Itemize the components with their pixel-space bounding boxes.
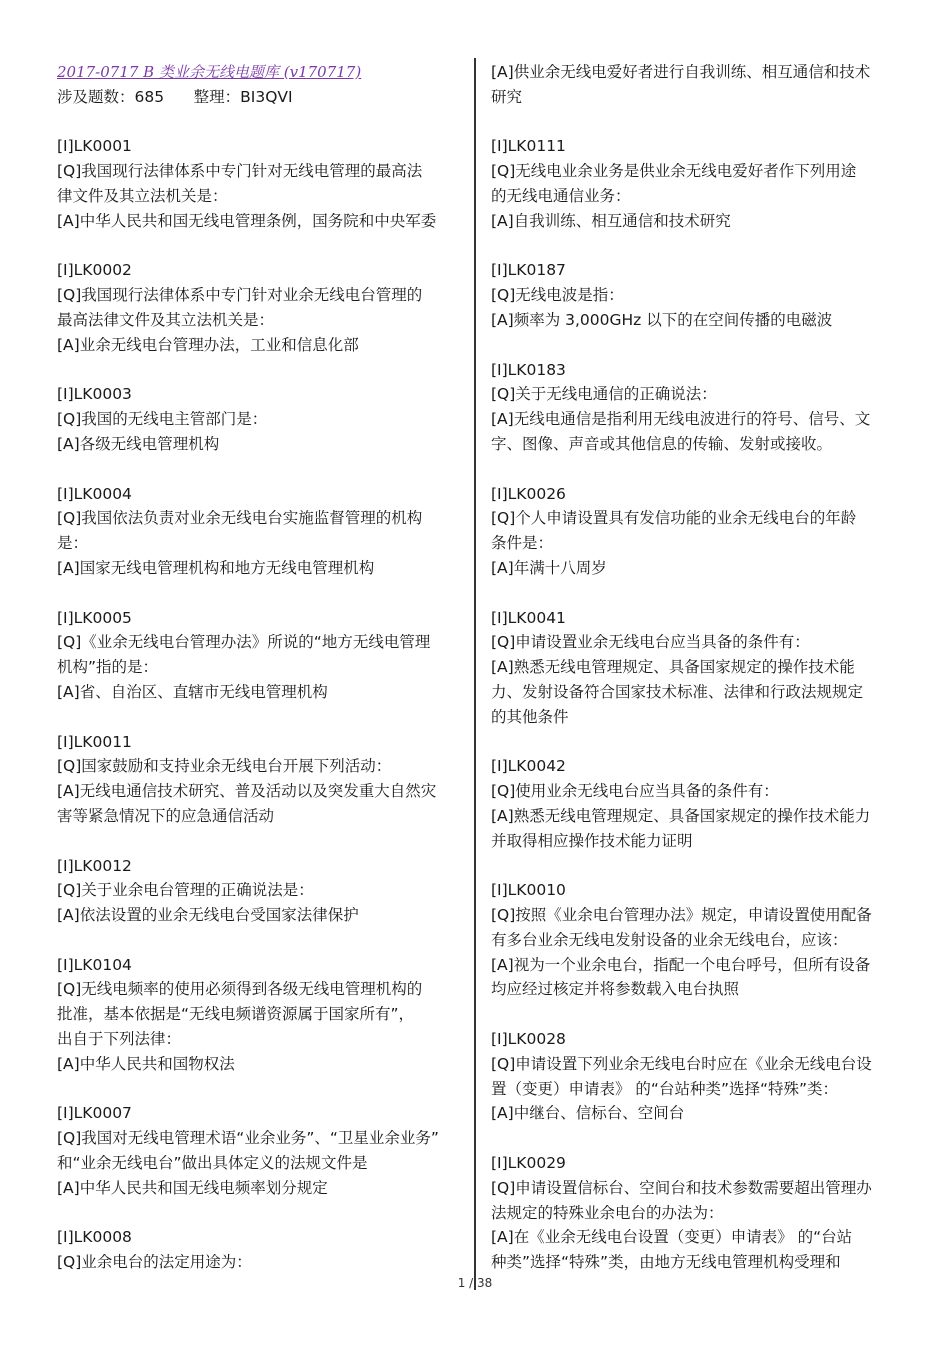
right-column bbox=[491, 60, 893, 1275]
question-entry bbox=[491, 754, 893, 853]
question-text-line: 出自于下列法律： bbox=[57, 1030, 182, 1049]
question-entry bbox=[57, 134, 463, 233]
question-id: [I]LK0003 bbox=[57, 385, 132, 404]
question-text-line: [Q]我国现行法律体系中专门针对无线电管理的最高法 bbox=[57, 162, 423, 181]
question-text-line: 是： bbox=[57, 534, 89, 553]
question-text-line: 种类”选择“特殊”类，由地方无线电管理机构受理和 bbox=[491, 1253, 841, 1272]
question-id: [I]LK0011 bbox=[57, 732, 132, 751]
question-text-line: 律文件及其立法机关是： bbox=[57, 186, 228, 205]
question-text-line: [A]年满十八周岁 bbox=[491, 558, 607, 577]
question-entry bbox=[491, 1151, 893, 1275]
question-id: [I]LK0008 bbox=[57, 1228, 132, 1247]
question-text-line: [A]中华人民共和国物权法 bbox=[57, 1054, 235, 1073]
question-text-line: [Q]申请设置下列业余无线电台时应在《业余无线电台设 bbox=[491, 1054, 872, 1073]
question-text-line: [A]业余无线电台管理办法，工业和信息化部 bbox=[57, 335, 359, 354]
question-id: [I]LK0010 bbox=[491, 881, 566, 900]
question-text-line: 字、图像、声音或其他信息的传输、发射或接收。 bbox=[491, 434, 833, 453]
question-text-line: 的其他条件 bbox=[491, 707, 569, 726]
question-text-line: [Q]按照《业余电台管理办法》规定，申请设置使用配备 bbox=[491, 906, 872, 925]
question-id: [I]LK0028 bbox=[491, 1030, 566, 1049]
question-text-line: [A]各级无线电管理机构 bbox=[57, 434, 220, 453]
question-text-line: [Q]我国的无线电主管部门是： bbox=[57, 410, 268, 429]
question-entry bbox=[57, 482, 463, 581]
document-meta: 涉及题数：685 整理：BI3QVI bbox=[57, 87, 293, 106]
question-text-line: 条件是： bbox=[491, 534, 554, 553]
question-text-line: 有多台业余无线电发射设备的业余无线电台，应该： bbox=[491, 930, 848, 949]
question-text-line: [Q]我国现行法律体系中专门针对业余无线电台管理的 bbox=[57, 286, 423, 305]
page-number: 1 / 38 bbox=[457, 1276, 493, 1290]
question-id: [I]LK0004 bbox=[57, 484, 132, 503]
question-entry bbox=[491, 606, 893, 730]
question-entry bbox=[57, 730, 463, 829]
question-entry bbox=[491, 134, 893, 233]
question-entry bbox=[491, 878, 893, 1002]
left-column bbox=[57, 60, 463, 1275]
question-text-line: [Q]无线电业余业务是供业余无线电爱好者作下列用途 bbox=[491, 162, 857, 181]
question-text-line: [Q]我国依法负责对业余无线电台实施监督管理的机构 bbox=[57, 509, 423, 528]
question-text-line: 置（变更）申请表》 的“台站种类”选择“特殊”类： bbox=[491, 1079, 839, 1098]
column-divider bbox=[474, 58, 476, 1290]
question-text-line: [A]视为一个业余电台，指配一个电台呼号，但所有设备 bbox=[491, 955, 871, 974]
question-entry bbox=[491, 1027, 893, 1126]
question-entry bbox=[491, 258, 893, 332]
question-text-line: [A]依法设置的业余无线电台受国家法律保护 bbox=[57, 906, 359, 925]
question-id: [I]LK0001 bbox=[57, 137, 132, 156]
question-id: [I]LK0029 bbox=[491, 1154, 566, 1173]
question-text-line: 研究 bbox=[491, 87, 523, 106]
question-text-line: [A]在《业余无线电台设置（变更）申请表》 的“台站 bbox=[491, 1228, 853, 1247]
question-text-line: [A]熟悉无线电管理规定、具备国家规定的操作技术能 bbox=[491, 658, 855, 677]
question-text-line: [A]国家无线电管理机构和地方无线电管理机构 bbox=[57, 558, 375, 577]
question-id: [I]LK0187 bbox=[491, 261, 566, 280]
question-text-line: [A]频率为 3,000GHz 以下的在空间传播的电磁波 bbox=[491, 310, 833, 329]
question-text-line: 的无线电通信业务： bbox=[491, 186, 631, 205]
question-text-line: [Q]业余电台的法定用途为： bbox=[57, 1253, 252, 1272]
question-text-line: [A]熟悉无线电管理规定、具备国家规定的操作技术能力 bbox=[491, 806, 871, 825]
question-text-line: 并取得相应操作技术能力证明 bbox=[491, 831, 693, 850]
question-id: [I]LK0111 bbox=[491, 137, 566, 156]
question-id: [I]LK0007 bbox=[57, 1104, 132, 1123]
question-text-line: 法规定的特殊业余电台的办法为： bbox=[491, 1203, 724, 1222]
question-text-line: [Q]关于无线电通信的正确说法： bbox=[491, 385, 717, 404]
question-id: [I]LK0104 bbox=[57, 955, 132, 974]
question-text-line: [Q]国家鼓励和支持业余无线电台开展下列活动： bbox=[57, 757, 392, 776]
question-entry bbox=[57, 382, 463, 456]
question-text-line: [Q]个人申请设置具有发信功能的业余无线电台的年龄 bbox=[491, 509, 857, 528]
question-id: [I]LK0026 bbox=[491, 484, 566, 503]
question-text-line: [A]无线电通信是指利用无线电波进行的符号、信号、文 bbox=[491, 410, 871, 429]
question-entry bbox=[491, 358, 893, 457]
question-text-line: [Q]我国对无线电管理术语“业余业务”、“卫星业余业务” bbox=[57, 1129, 439, 1148]
question-entry bbox=[57, 258, 463, 357]
question-text-line: [A]中华人民共和国无线电频率划分规定 bbox=[57, 1178, 328, 1197]
question-text-line: [Q]使用业余无线电台应当具备的条件有： bbox=[491, 782, 779, 801]
question-text-line: 害等紧急情况下的应急通信活动 bbox=[57, 806, 275, 825]
question-entry bbox=[57, 953, 463, 1077]
question-text-line: 最高法律文件及其立法机关是： bbox=[57, 310, 275, 329]
question-text-line: [Q]关于业余电台管理的正确说法是： bbox=[57, 881, 314, 900]
question-entry bbox=[57, 606, 463, 705]
question-id: [I]LK0183 bbox=[491, 360, 566, 379]
question-entry bbox=[491, 60, 893, 110]
question-text-line: 批准，基本依据是“无线电频谱资源属于国家所有”， bbox=[57, 1005, 415, 1024]
question-entry bbox=[491, 482, 893, 581]
question-text-line: [A]中华人民共和国无线电管理条例，国务院和中央军委 bbox=[57, 211, 437, 230]
question-id: [I]LK0042 bbox=[491, 757, 566, 776]
question-text-line: [A]中继台、信标台、空间台 bbox=[491, 1104, 685, 1123]
question-entry bbox=[57, 1225, 463, 1275]
question-entry bbox=[57, 1101, 463, 1200]
question-text-line: 和“业余无线电台”做出具体定义的法规文件是 bbox=[57, 1154, 368, 1173]
question-id: [I]LK0041 bbox=[491, 608, 566, 627]
question-text-line: 均应经过核定并将参数载入电台执照 bbox=[491, 980, 740, 999]
question-id: [I]LK0005 bbox=[57, 608, 132, 627]
question-text-line: [Q]无线电频率的使用必须得到各级无线电管理机构的 bbox=[57, 980, 423, 999]
question-text-line: 机构”指的是： bbox=[57, 658, 159, 677]
question-text-line: [Q]申请设置信标台、空间台和技术参数需要超出管理办 bbox=[491, 1178, 872, 1197]
document-title-link[interactable]: 2017-0717 B 类业余无线电题库 (v170717) bbox=[57, 63, 362, 81]
question-text-line: [A]省、自治区、直辖市无线电管理机构 bbox=[57, 682, 328, 701]
question-text-line: [A]供业余无线电爱好者进行自我训练、相互通信和技术 bbox=[491, 63, 871, 81]
question-text-line: 力、发射设备符合国家技术标准、法律和行政法规规定 bbox=[491, 682, 864, 701]
question-text-line: [Q]《业余无线电台管理办法》所说的“地方无线电管理 bbox=[57, 633, 431, 652]
question-id: [I]LK0012 bbox=[57, 856, 132, 875]
question-text-line: [Q]申请设置业余无线电台应当具备的条件有： bbox=[491, 633, 810, 652]
question-entry bbox=[57, 854, 463, 928]
question-text-line: [A]自我训练、相互通信和技术研究 bbox=[491, 211, 731, 230]
question-text-line: [A]无线电通信技术研究、普及活动以及突发重大自然灾 bbox=[57, 782, 437, 801]
question-text-line: [Q]无线电波是指： bbox=[491, 286, 624, 305]
question-id: [I]LK0002 bbox=[57, 261, 132, 280]
